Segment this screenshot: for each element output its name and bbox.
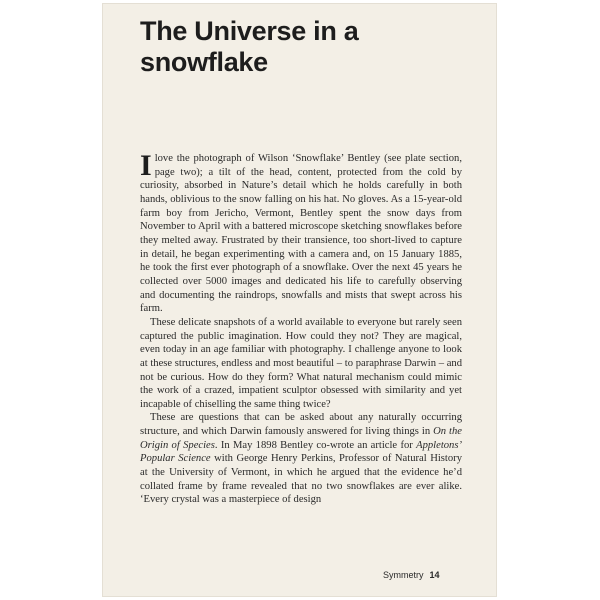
- book-title-origin-of-species: On the Origin of Species: [140, 426, 462, 451]
- paragraph-3-text-b: . In May 1898 Bentley co-wrote an article for: [214, 439, 417, 451]
- body-text: [140, 149, 463, 507]
- paragraph-1: [140, 149, 462, 316]
- paragraph-3-text-a: These are questions that can be asked about any naturally occurring structure, and which Darwin famously answered for living things in: [140, 412, 462, 438]
- paragraph-2: These delicate snapshots of a world available to everyone but rarely seen captured the public imagination. How could they not? They are magical, even today in an age familiar with photography. I challenge anyone to look at these structures, endless and most beautiful – to paraphrase Darwin – and not be curious. How do they form? What natural mechanism could mimic the work of a crazed, impatient sculptor obsessed with similarity and yet incapable of chiselling the same thing twice?: [140, 316, 462, 410]
- page-footer: [383, 570, 493, 580]
- book-page: [103, 4, 496, 596]
- section-name: Symmetry: [383, 570, 424, 580]
- page-number: 14: [429, 570, 440, 580]
- drop-cap: I: [140, 149, 152, 182]
- paragraph-3-text-c: with George Henry Perkins, Professor of Natural History at the University of Vermont, in which he argued that the evidence he’d collated frame by frame revealed that no two snowflakes are ever alike. ‘Every crystal was a masterpiece of design: [140, 453, 462, 506]
- paragraph-3: [140, 411, 462, 507]
- magazine-title: Appletons’ Popular Science: [140, 439, 463, 465]
- chapter-title: The Universe in a snowflake: [140, 16, 359, 77]
- paragraph-1-text: love the photograph of Wilson ‘Snowflake’ Bentley (see plate section, page two); a tilt of the head, content, protected from the cold by curiosity, absorbed in Nature’s detail which he holds carefully in both hands, oblivious to the snow falling on his hat. No gloves. As a 15-year-old farm boy from Jericho, Vermont, Bentley spent the snow days from November to April with a battered microscope sketching snowflakes before they melted away. Frustrated by their transience, too short-lived to capture in detail, he began experimenting with a camera and, on 15 January 1885, he took the first ever photograph of a snowflake. Over the next 45 years he collected over 5000 images and dedicated his life to carefully observing and documenting the raindrops, snowfalls and mists that swept across his farm.: [140, 153, 462, 315]
